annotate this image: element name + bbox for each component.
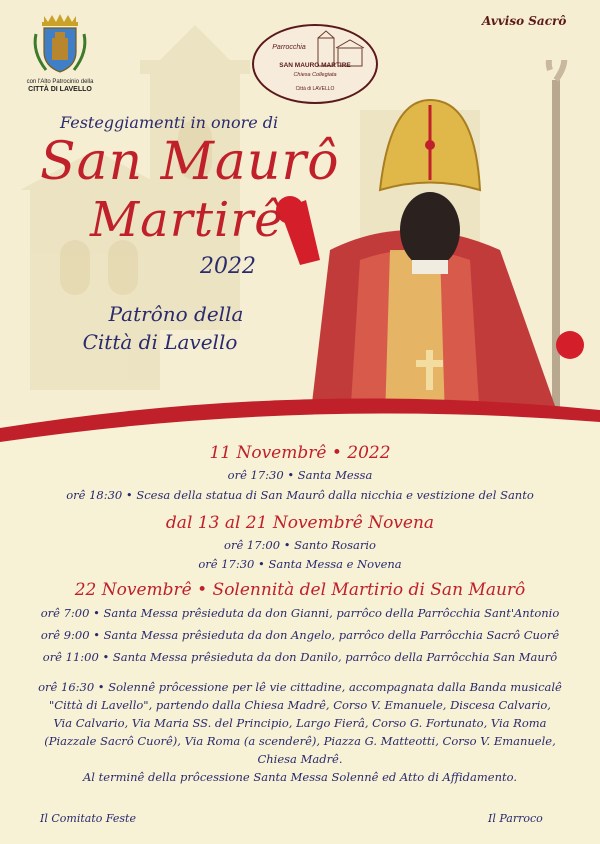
coat-caption-line2: CITTÀ DI LAVELLO <box>28 86 92 93</box>
day1-line2: orê 18:30 • Scesa della statua di San Maurô dalla nicchia e vestizione del Santo <box>66 488 534 502</box>
patrono-line2: Città di Lavello <box>82 330 238 354</box>
parish-logo-line2: SAN MAURO MARTIRE <box>279 62 351 69</box>
day22-line3: orê 11:00 • Santa Messa prêsieduta da don Danilo, parrôco della Parrôcchia San Maurô <box>42 650 558 664</box>
patrono-line1: Patrôno della <box>108 302 244 326</box>
title-year: 2022 <box>200 254 256 279</box>
novena-heading: dal 13 al 21 Novembrê Novena <box>165 513 435 533</box>
coat-caption-line1: con l'Alto Patrocinio della <box>26 79 94 85</box>
parish-logo-line4: Città di LAVELLO <box>295 86 335 92</box>
procession-line: Via Calvario, Via Maria SS. del Principio, Largo Fierâ, Corso G. Fortunato, Via Roma <box>53 716 547 730</box>
day1-heading: 11 Novembrê • 2022 <box>209 443 391 463</box>
parish-logo-line1: Parrocchia <box>272 44 306 51</box>
novena-line1: orê 17:00 • Santo Rosario <box>224 538 376 552</box>
footer-comitato: Il Comitato Feste <box>40 812 136 825</box>
coat-of-arms-icon <box>30 12 90 80</box>
parish-logo-line3: Chiesa Collegiata <box>293 72 337 78</box>
day22-heading: 22 Novembrê • Solennità del Martirio di San Maurô <box>74 580 526 600</box>
day1-line1: orê 17:30 • Santa Messa <box>227 468 373 482</box>
day22-line1: orê 7:00 • Santa Messa prêsieduta da don Gianni, parrôco della Parrôcchia Sant'Antonio <box>40 606 560 620</box>
procession-line: orê 16:30 • Solennê prôcessione per lê vie cittadine, accompagnata dalla Banda musicalê <box>38 680 562 694</box>
novena-line2: orê 17:30 • Santa Messa e Novena <box>198 557 402 571</box>
procession-line: "Città di Lavello", partendo dalla Chiesa Madrê, Corso V. Emanuele, Discesa Calvario, <box>49 698 551 712</box>
title-san-mauro: San Maurô <box>40 132 340 192</box>
festeggiamenti-subtitle: Festeggiamenti in onore di <box>60 113 279 132</box>
title-martire: Martirê <box>90 192 284 248</box>
avviso-sacro: Avviso Sacrô <box>482 14 567 28</box>
coat-caption <box>14 78 106 94</box>
footer-parroco: Il Parroco <box>488 812 543 825</box>
procession-line: (Piazzale Sacrô Cuorê), Via Roma (a scenderê), Piazza G. Matteotti, Corso V. Emanuele, <box>44 734 556 748</box>
procession-line: Chiesa Madrê. <box>257 752 343 766</box>
day22-line2: orê 9:00 • Santa Messa prêsieduta da don Angelo, parrôco della Parrôcchia Sacrô Cuorê <box>40 628 560 642</box>
procession-closing: Al terminê della prôcessione Santa Messa Solennê ed Atto di Affidamento. <box>83 770 517 784</box>
